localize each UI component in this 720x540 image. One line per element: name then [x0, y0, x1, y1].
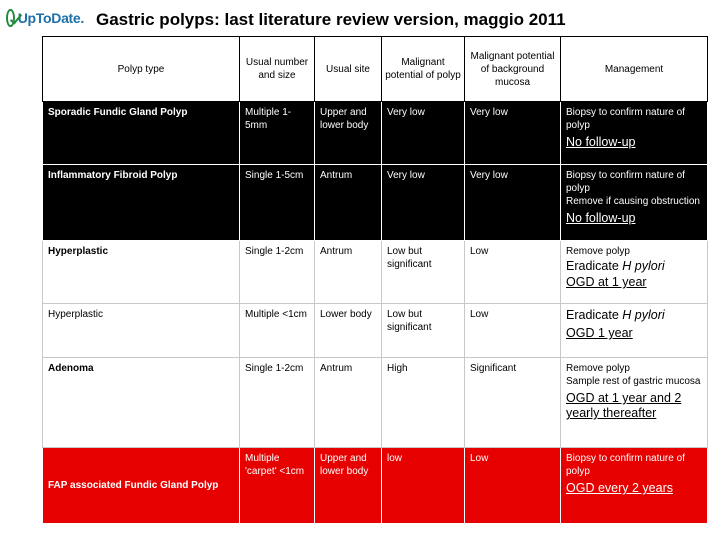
number-size-cell: Multiple 'carpet' <1cm	[240, 448, 315, 524]
management-text: Biopsy to confirm nature of polyp	[566, 107, 685, 131]
management-cell	[561, 448, 708, 524]
polyp-type-cell: Hyperplastic	[43, 304, 240, 358]
followup-text: OGD at 1 year	[566, 275, 647, 289]
header-malignant-polyp: Malignant potential of polyp	[382, 37, 465, 102]
management-text-2: Sample rest of gastric mucosa	[566, 376, 701, 387]
malignant-polyp-cell: Low but significant	[382, 241, 465, 304]
header-polyp-type: Polyp type	[43, 37, 240, 102]
malignant-mucosa-cell: Low	[465, 448, 561, 524]
malignant-polyp-cell: Low but significant	[382, 304, 465, 358]
malignant-mucosa-cell: Very low	[465, 102, 561, 165]
site-cell: Lower body	[315, 304, 382, 358]
followup-text: No follow-up	[566, 135, 636, 149]
number-size-cell: Single 1-5cm	[240, 165, 315, 241]
site-cell: Antrum	[315, 358, 382, 448]
table-row	[43, 241, 708, 304]
table-row	[43, 304, 708, 358]
malignant-mucosa-cell: Significant	[465, 358, 561, 448]
eradicate-line	[566, 308, 702, 323]
check-circle-icon	[6, 9, 15, 27]
polyp-type-cell: Sporadic Fundic Gland Polyp	[43, 102, 240, 165]
management-text: Biopsy to confirm nature of polyp	[566, 170, 685, 194]
management-cell	[561, 304, 708, 358]
management-text-2: Remove if causing obstruction	[566, 196, 700, 207]
site-cell: Upper and lower body	[315, 448, 382, 524]
table-row	[43, 358, 708, 448]
followup-text: No follow-up	[566, 211, 636, 225]
header-number-size: Usual number and size	[240, 37, 315, 102]
malignant-polyp-cell: High	[382, 358, 465, 448]
number-size-cell: Multiple <1cm	[240, 304, 315, 358]
table-header-row	[43, 37, 708, 102]
logo-text: UpToDate.	[17, 10, 84, 26]
h-pylori-text: H pylori	[622, 308, 665, 322]
page-title: Gastric polyps: last literature review version, maggio 2011	[96, 10, 566, 29]
management-cell	[561, 358, 708, 448]
polyp-type-cell: FAP associated Fundic Gland Polyp	[43, 448, 240, 524]
h-pylori-text: H pylori	[622, 259, 665, 273]
polyp-type-cell: Inflammatory Fibroid Polyp	[43, 165, 240, 241]
number-size-cell: Single 1-2cm	[240, 241, 315, 304]
followup-text: OGD 1 year	[566, 326, 633, 340]
management-cell	[561, 165, 708, 241]
eradicate-text: Eradicate	[566, 308, 619, 322]
header-site: Usual site	[315, 37, 382, 102]
malignant-polyp-cell: low	[382, 448, 465, 524]
malignant-mucosa-cell: Low	[465, 304, 561, 358]
eradicate-line	[566, 259, 702, 274]
management-text: Remove polyp	[566, 363, 630, 374]
table-row	[43, 448, 708, 524]
header-management: Management	[561, 37, 708, 102]
malignant-mucosa-cell: Very low	[465, 165, 561, 241]
malignant-mucosa-cell: Low	[465, 241, 561, 304]
site-cell: Antrum	[315, 241, 382, 304]
management-text: Biopsy to confirm nature of polyp	[566, 453, 685, 477]
management-cell	[561, 102, 708, 165]
site-cell: Upper and lower body	[315, 102, 382, 165]
number-size-cell: Single 1-2cm	[240, 358, 315, 448]
polyp-type-cell: Adenoma	[43, 358, 240, 448]
followup-text: OGD at 1 year and 2 yearly thereafter	[566, 391, 682, 420]
polyp-type-cell: Hyperplastic	[43, 241, 240, 304]
malignant-polyp-cell: Very low	[382, 102, 465, 165]
header-malignant-mucosa: Malignant potential of background mucosa	[465, 37, 561, 102]
followup-text: OGD every 2 years	[566, 481, 673, 495]
management-text: Remove polyp	[566, 246, 630, 257]
table-row	[43, 102, 708, 165]
gastric-polyps-table	[42, 36, 708, 524]
number-size-cell: Multiple 1-5mm	[240, 102, 315, 165]
malignant-polyp-cell: Very low	[382, 165, 465, 241]
site-cell: Antrum	[315, 165, 382, 241]
eradicate-text: Eradicate	[566, 259, 619, 273]
management-cell	[561, 241, 708, 304]
table-row	[43, 165, 708, 241]
uptodate-logo	[6, 6, 84, 30]
